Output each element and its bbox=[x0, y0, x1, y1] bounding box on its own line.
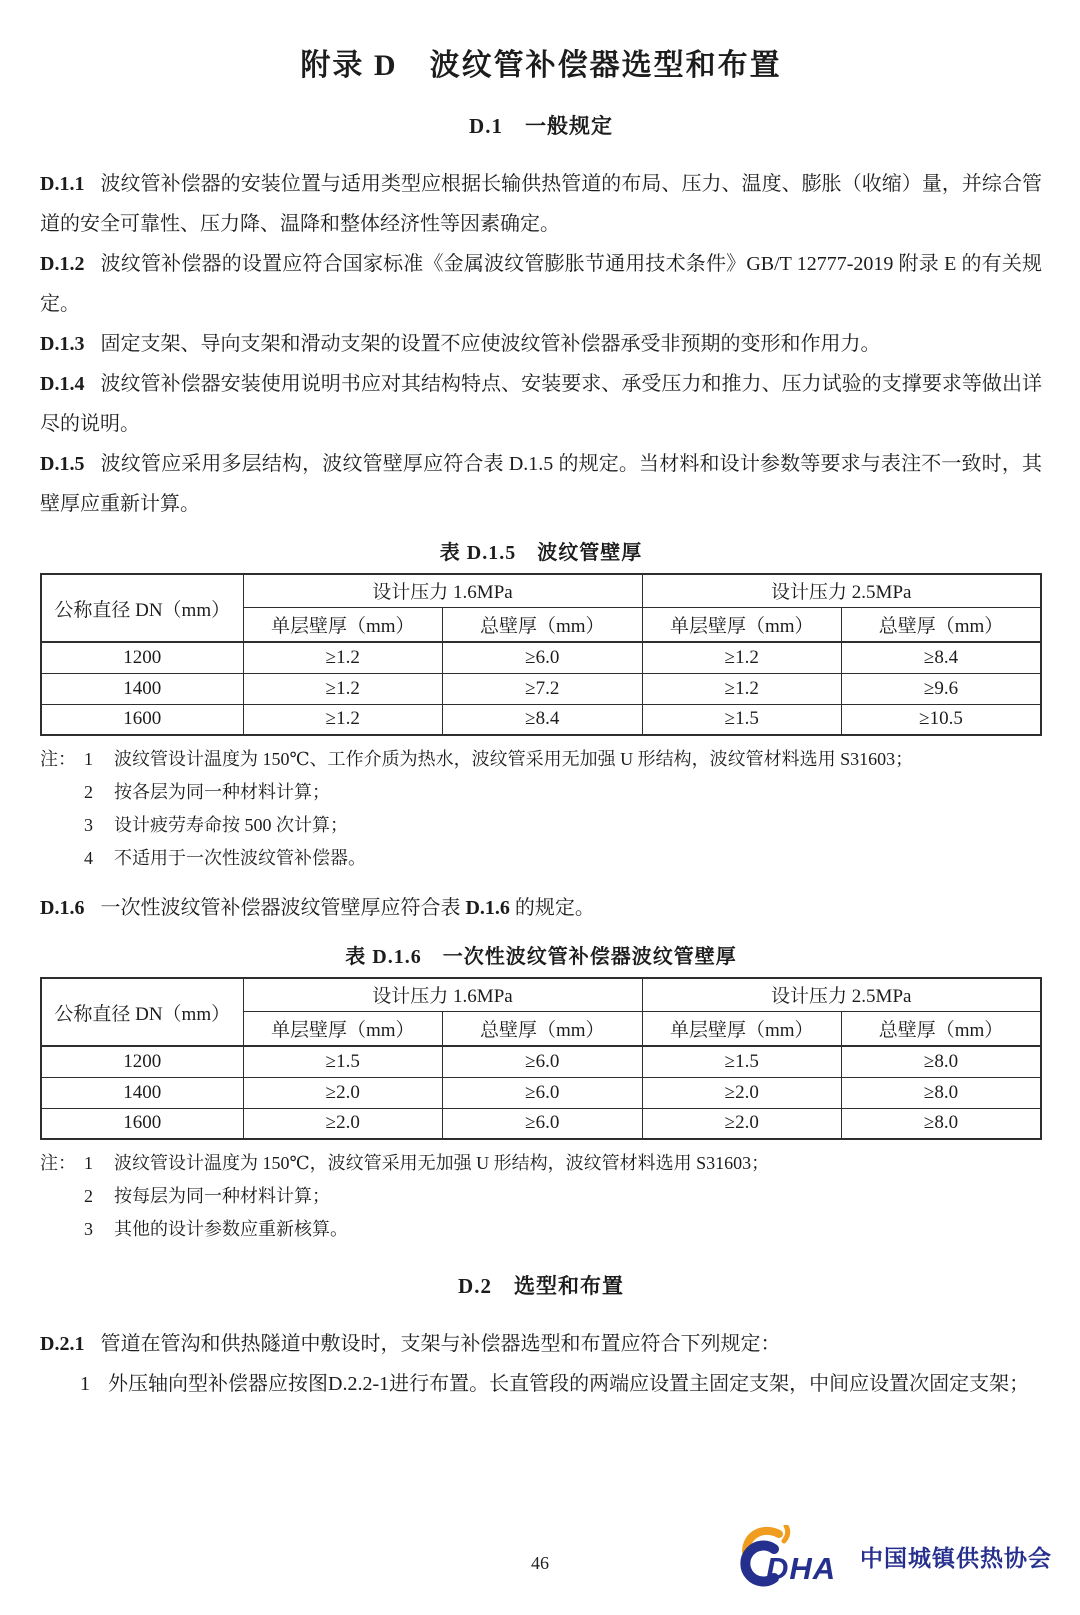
clause-label: D.1.6 bbox=[40, 897, 85, 919]
table-cell: ≥1.5 bbox=[642, 1046, 842, 1077]
table-row bbox=[41, 673, 1041, 704]
table-cell: ≥2.0 bbox=[642, 1108, 842, 1139]
note-line bbox=[40, 810, 1042, 840]
page-title: 附录 D 波纹管补偿器选型和布置 bbox=[300, 49, 782, 82]
note-text: 其他的设计参数应重新核算。 bbox=[114, 1219, 348, 1239]
table-d16-sub-header: 总壁厚（mm） bbox=[842, 1011, 1042, 1046]
cdha-logo-icon bbox=[734, 1525, 852, 1587]
paragraph-d2-1 bbox=[40, 1324, 1042, 1364]
table-d15 bbox=[40, 573, 1042, 736]
paragraph-d1-6 bbox=[40, 888, 1042, 928]
clause-text: 波纹管补偿器的安装位置与适用类型应根据长输供热管道的布局、压力、温度、膨胀（收缩）量，并综合管道的安全可靠性、压力降、温降和整体经济性等因素确定。 bbox=[40, 173, 1042, 235]
note-text: 按每层为同一种材料计算； bbox=[114, 1186, 330, 1206]
table-d16-notes bbox=[40, 1148, 1042, 1244]
table-cell: ≥8.0 bbox=[842, 1046, 1042, 1077]
note-text: 波纹管设计温度为 150℃，波纹管采用无加强 U 形结构，波纹管材料选用 S31603； bbox=[114, 1153, 770, 1173]
note-text: 波纹管设计温度为 150℃、工作介质为热水，波纹管采用无加强 U 形结构，波纹管材料选用 S31603； bbox=[114, 749, 914, 769]
table-cell: ≥8.0 bbox=[842, 1077, 1042, 1108]
table-cell: 1600 bbox=[41, 704, 243, 735]
table-cell: ≥6.0 bbox=[443, 642, 643, 673]
table-d15-col-header: 公称直径 DN（mm） bbox=[41, 574, 243, 642]
table-row bbox=[41, 704, 1041, 735]
note-number: 1 bbox=[84, 1153, 93, 1173]
clause-label: D.1.3 bbox=[40, 333, 85, 355]
table-cell: ≥6.0 bbox=[443, 1077, 643, 1108]
table-d15-sub-header: 单层壁厚（mm） bbox=[243, 607, 443, 642]
cdha-logo bbox=[734, 1525, 1052, 1587]
paragraph-d1-3 bbox=[40, 324, 1042, 364]
table-d15-notes bbox=[40, 744, 1042, 873]
table-d16-caption: 表 D.1.6 一次性波纹管补偿器波纹管壁厚 bbox=[345, 946, 737, 968]
note-number: 2 bbox=[84, 1186, 93, 1206]
table-cell: ≥1.5 bbox=[243, 1046, 443, 1077]
table-d16-group-header: 设计压力 1.6MPa bbox=[243, 978, 642, 1011]
clause-label: D.1.4 bbox=[40, 373, 85, 395]
note-line bbox=[40, 777, 1042, 807]
note-line bbox=[40, 744, 1042, 774]
clause-label: D.1.2 bbox=[40, 253, 85, 275]
clause-text: 波纹管补偿器的设置应符合国家标准《金属波纹管膨胀节通用技术条件》GB/T 12777-2019 附录 E 的有关规定。 bbox=[40, 253, 1042, 315]
table-cell: ≥10.5 bbox=[842, 704, 1042, 735]
logo-association-name: 中国城镇供热协会 bbox=[860, 1544, 1052, 1571]
note-number: 2 bbox=[84, 782, 93, 802]
table-cell: ≥1.2 bbox=[243, 673, 443, 704]
notes-label: 注： bbox=[40, 1153, 76, 1173]
table-row bbox=[41, 1046, 1041, 1077]
table-cell: ≥1.2 bbox=[642, 642, 842, 673]
table-ref-bold: D.1.6 bbox=[465, 897, 510, 919]
table-d16 bbox=[40, 977, 1042, 1140]
table-cell: ≥1.2 bbox=[243, 642, 443, 673]
table-cell: ≥7.2 bbox=[443, 673, 643, 704]
note-number: 3 bbox=[84, 1219, 93, 1239]
page-footer bbox=[0, 1517, 1080, 1597]
note-line bbox=[40, 1181, 1042, 1211]
logo-dha-text: DHA bbox=[766, 1551, 837, 1586]
table-cell: ≥8.0 bbox=[842, 1108, 1042, 1139]
table-d15-caption: 表 D.1.5 波纹管壁厚 bbox=[439, 542, 643, 564]
table-d15-group-header: 设计压力 2.5MPa bbox=[642, 574, 1041, 607]
table-cell: ≥2.0 bbox=[243, 1077, 443, 1108]
table-d16-sub-header: 单层壁厚（mm） bbox=[642, 1011, 842, 1046]
note-line bbox=[40, 1148, 1042, 1178]
table-cell: 1200 bbox=[41, 642, 243, 673]
table-cell: 1400 bbox=[41, 673, 243, 704]
paragraph-d1-5 bbox=[40, 444, 1042, 524]
table-row bbox=[41, 642, 1041, 673]
table-d15-group-header: 设计压力 1.6MPa bbox=[243, 574, 642, 607]
clause-label: D.1.1 bbox=[40, 173, 85, 195]
paragraph-d2-1-item-1 bbox=[40, 1364, 1042, 1404]
table-cell: ≥1.2 bbox=[642, 673, 842, 704]
table-cell: 1400 bbox=[41, 1077, 243, 1108]
table-cell: ≥1.2 bbox=[243, 704, 443, 735]
table-cell: ≥8.4 bbox=[443, 704, 643, 735]
table-d16-sub-header: 总壁厚（mm） bbox=[443, 1011, 643, 1046]
note-number: 1 bbox=[84, 749, 93, 769]
clause-text: 波纹管应采用多层结构，波纹管壁厚应符合表 D.1.5 的规定。当材料和设计参数等要求与表注不一致时，其壁厚应重新计算。 bbox=[40, 453, 1042, 515]
clause-text: 固定支架、导向支架和滑动支架的设置不应使波纹管补偿器承受非预期的变形和作用力。 bbox=[100, 333, 881, 355]
notes-label: 注： bbox=[40, 749, 76, 769]
section-d1-heading: D.1 一般规定 bbox=[469, 114, 613, 138]
item-text: 外压轴向型补偿器应按图D.2.2-1进行布置。长直管段的两端应设置主固定支架，中间应设置次固定支架； bbox=[108, 1373, 1030, 1395]
table-cell: 1200 bbox=[41, 1046, 243, 1077]
clause-text: 波纹管补偿器安装使用说明书应对其结构特点、安装要求、承受压力和推力、压力试验的支撑要求等做出详尽的说明。 bbox=[40, 373, 1042, 435]
table-cell: ≥2.0 bbox=[642, 1077, 842, 1108]
table-cell: ≥6.0 bbox=[443, 1046, 643, 1077]
table-cell: ≥2.0 bbox=[243, 1108, 443, 1139]
table-cell: 1600 bbox=[41, 1108, 243, 1139]
note-text: 设计疲劳寿命按 500 次计算； bbox=[114, 815, 348, 835]
paragraph-d1-4 bbox=[40, 364, 1042, 444]
note-line bbox=[40, 1214, 1042, 1244]
note-number: 3 bbox=[84, 815, 93, 835]
table-d15-sub-header: 单层壁厚（mm） bbox=[642, 607, 842, 642]
table-d16-col-header: 公称直径 DN（mm） bbox=[41, 978, 243, 1046]
clause-text: 管道在管沟和供热隧道中敷设时，支架与补偿器选型和布置应符合下列规定： bbox=[100, 1333, 781, 1355]
table-cell: ≥9.6 bbox=[842, 673, 1042, 704]
item-number: 1 bbox=[80, 1373, 90, 1395]
section-d2-heading: D.2 选型和布置 bbox=[458, 1274, 624, 1298]
table-d16-sub-header: 单层壁厚（mm） bbox=[243, 1011, 443, 1046]
paragraph-d1-2 bbox=[40, 244, 1042, 324]
paragraph-d1-1 bbox=[40, 164, 1042, 244]
note-text: 不适用于一次性波纹管补偿器。 bbox=[114, 848, 366, 868]
table-row bbox=[41, 1077, 1041, 1108]
table-row bbox=[41, 1108, 1041, 1139]
note-number: 4 bbox=[84, 848, 93, 868]
table-d16-group-header: 设计压力 2.5MPa bbox=[642, 978, 1041, 1011]
table-cell: ≥6.0 bbox=[443, 1108, 643, 1139]
clause-label: D.2.1 bbox=[40, 1333, 85, 1355]
clause-label: D.1.5 bbox=[40, 453, 85, 475]
table-d15-sub-header: 总壁厚（mm） bbox=[443, 607, 643, 642]
clause-text: 的规定。 bbox=[509, 897, 595, 919]
table-cell: ≥8.4 bbox=[842, 642, 1042, 673]
clause-text: 一次性波纹管补偿器波纹管壁厚应符合表 bbox=[100, 897, 466, 919]
table-cell: ≥1.5 bbox=[642, 704, 842, 735]
table-d15-sub-header: 总壁厚（mm） bbox=[842, 607, 1042, 642]
note-text: 按各层为同一种材料计算； bbox=[114, 782, 330, 802]
note-line bbox=[40, 843, 1042, 873]
page-number: 46 bbox=[531, 1553, 549, 1573]
